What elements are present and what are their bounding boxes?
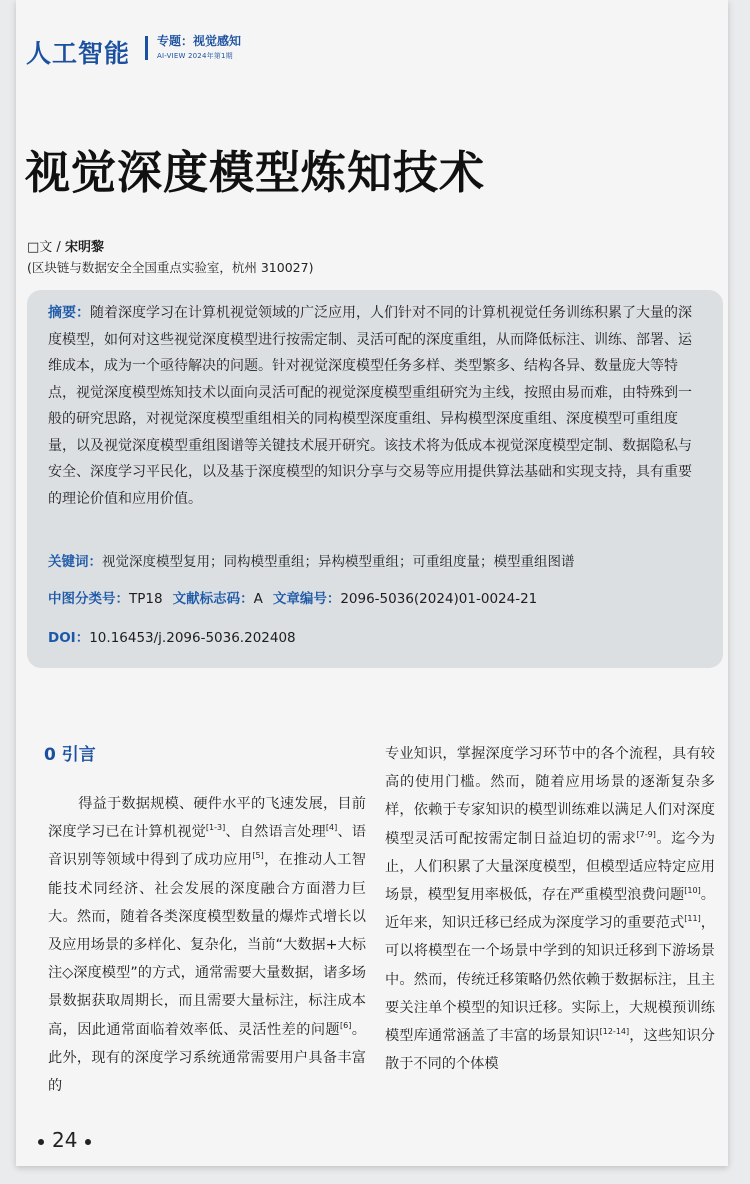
page-footer <box>30 1128 99 1152</box>
clc-value: TP18 <box>129 591 163 607</box>
author-name: 宋明黎 <box>64 240 104 255</box>
journal-brand: 人工智能 <box>26 39 131 68</box>
citation: [5] <box>252 851 264 861</box>
abstract-paragraph <box>48 300 703 512</box>
bullet-icon <box>85 1139 91 1145</box>
doc-code-label: 文献标志码： <box>172 591 254 607</box>
citation: [12-14] <box>599 1027 630 1037</box>
doi-label: DOI： <box>48 630 90 646</box>
citation: [1-3] <box>205 823 226 833</box>
body-text: 。近年来，知识迁移已经成为深度学习的重要范式 <box>385 887 715 932</box>
page-number: 24 <box>52 1128 78 1152</box>
author-affiliation: (区块链与数据安全全国重点实验室，杭州 310027) <box>27 260 314 275</box>
intro-paragraph <box>48 790 366 1100</box>
body-text: 、语音识别等领域中得到了成功应用 <box>48 824 366 869</box>
clc-label: 中图分类号： <box>48 591 129 607</box>
body-text: 。迄今为止，人们积累了大量深度模型，但模型适应特定应用场景，模型复用率极低，存在严重模型浪费问题 <box>385 830 715 904</box>
body-text: 、自然语言处理 <box>225 824 326 841</box>
citation: [11] <box>684 914 701 924</box>
keywords-label: 关键词： <box>48 554 102 570</box>
keywords-text: 视觉深度模型复用；同构模型重组；异构模型重组；可重组度量；模型重组图谱 <box>102 554 575 570</box>
classification-line <box>48 587 537 607</box>
citation: [4] <box>325 823 338 833</box>
body-text: 专业知识，掌握深度学习环节中的各个流程，具有较高的使用门槛。然而，随着应用场景的逐渐复杂多样，依赖于专家知识的模型训练难以满足人们对深度模型灵活可配按需定制日益迫切的需求 <box>385 746 715 847</box>
intro-paragraph-continued <box>385 740 715 1078</box>
article-no-label: 文章编号： <box>272 591 341 607</box>
section-heading: 0 引言 <box>44 745 96 765</box>
abstract-label: 摘要： <box>48 305 90 321</box>
body-text: 得益于数据规模、硬件水平的飞速发展，目前深度学习已在计算机视觉 <box>48 796 366 841</box>
citation: [10] <box>684 886 701 896</box>
byline-prefix: □文 / <box>27 240 65 255</box>
body-text: ，这些知识分散于不同的个体模 <box>385 1028 715 1073</box>
issue-number: AI-VIEW 2024年第1期 <box>157 52 233 60</box>
bullet-icon <box>38 1139 44 1145</box>
keywords-line <box>48 550 575 570</box>
abstract-box <box>27 290 723 668</box>
article-no-value: 2096-5036(2024)01-0024-21 <box>340 591 538 607</box>
article-title: 视觉深度模型炼知技术 <box>25 146 486 199</box>
header-divider <box>145 36 148 60</box>
doi-line <box>48 626 296 646</box>
doi-value: 10.16453/j.2096-5036.202408 <box>89 630 296 646</box>
body-text: 。此外，现有的深度学习系统通常需要用户具备丰富的 <box>48 1021 366 1095</box>
issue-topic: 专题：视觉感知 <box>157 34 242 48</box>
citation: [7-9] <box>636 829 656 839</box>
body-text: ，在推动人工智能技术同经济、社会发展的深度融合方面潜力巨大。然而，随着各类深度模型数量的爆炸式增长以及应用场景的多样化、复杂化，当前“大数据+大标注◇深度模型”的方式，通常需要大量数据，诸多场景数据获取周期长，而且需要大量标注，标注成本高，因此通常面临着效率低、灵活性差的问题 <box>48 852 366 1038</box>
body-column-right <box>385 740 715 1078</box>
citation: [6] <box>340 1020 352 1030</box>
byline <box>27 236 104 255</box>
body-column-left <box>48 790 366 1100</box>
doc-code-value: A <box>253 591 263 607</box>
body-text: ，可以将模型在一个场景中学到的知识迁移到下游场景中。然而，传统迁移策略仍然依赖于数据标注，且主要关注单个模型的知识迁移。实际上，大规模预训练模型库通常涵盖了丰富的场景知识 <box>385 915 715 1045</box>
abstract-text: 随着深度学习在计算机视觉领域的广泛应用，人们针对不同的计算机视觉任务训练积累了大量的深度模型，如何对这些视觉深度模型进行按需定制、灵活可配的深度重组，从而降低标注、训练、部署、运维成本，成为一个亟待解决的问题。针对视觉深度模型任务多样、类型繁多、结构各异、数量庞大等特点，视觉深度模型炼知技术以面向灵活可配的视觉深度模型重组研究为主线，按照由易而难，由特殊到一般的研究思路，对视觉深度模型重组相关的同构模型深度重组、异构模型深度重组、深度模型可重组度量，以及视觉深度模型重组图谱等关键技术展开研究。该技术将为低成本视觉深度模型定制、数据隐私与安全、深度学习平民化，以及基于深度模型的知识分享与交易等应用提供算法基础和实现支持，具有重要的理论价值和应用价值。 <box>48 305 692 507</box>
